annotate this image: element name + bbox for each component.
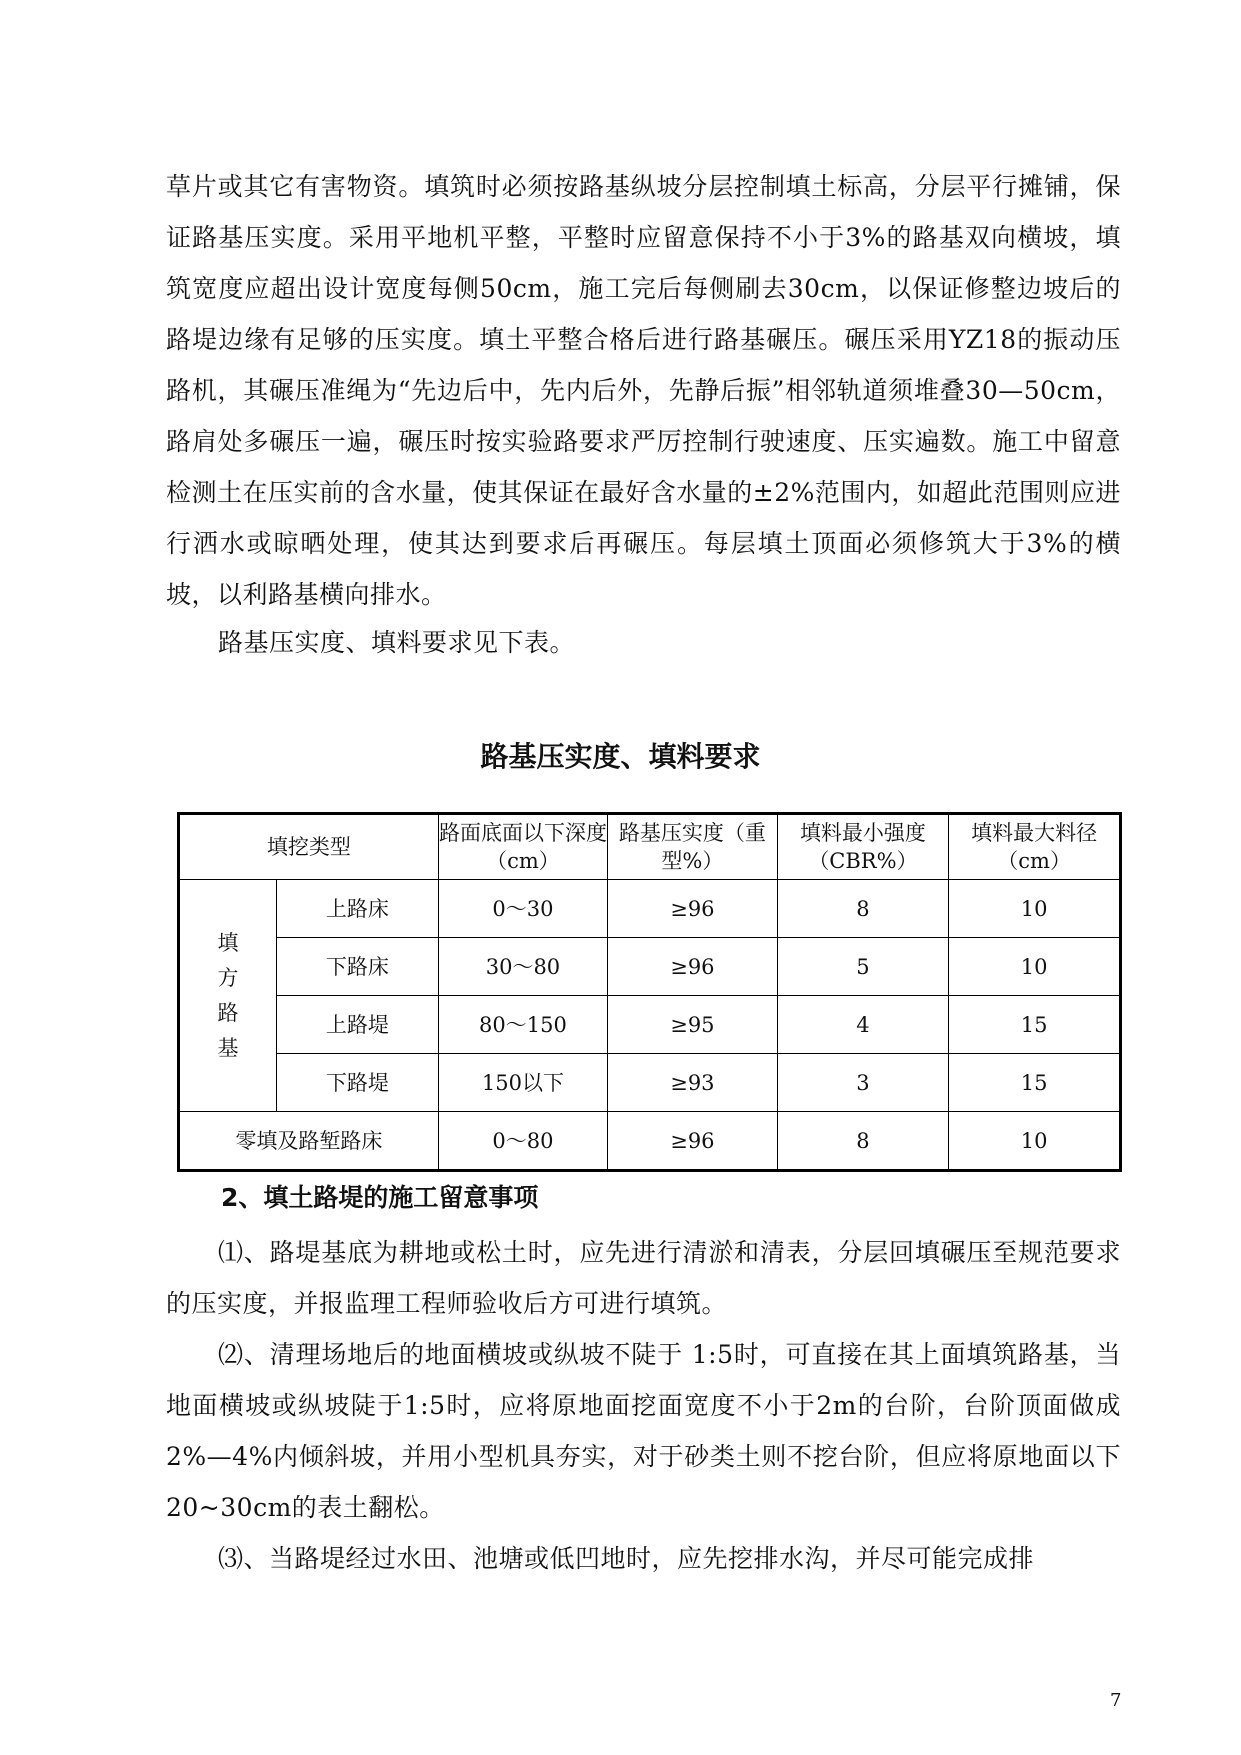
row-depth: 0～80 — [438, 1112, 607, 1171]
header-compaction: 路基压实度（重型%） — [608, 814, 777, 880]
table-header-row — [179, 814, 1121, 880]
table-row — [179, 1054, 1121, 1112]
list-item: ⑴、路堤基底为耕地或松土时，应先进行清淤和清表，分层回填碾压至规范要求的压实度，并报监理工程师验收后方可进行填筑。 — [166, 1238, 1121, 1318]
row-compaction: ≥96 — [608, 1112, 777, 1171]
row-cbr: 8 — [777, 1112, 949, 1171]
requirements-table — [177, 812, 1122, 1172]
list-item: ⑵、清理场地后的地面横坡或纵坡不陡于 1:5时，可直接在其上面填筑路基，当地面横坡或纵坡陡于1:5时，应将原地面挖面宽度不小于2m的台阶，台阶顶面做成2%—4%内倾斜坡，并用小型机具夯实，对于砂类土则不挖台阶，但应将原地面以下20~30cm的表土翻松。 — [166, 1340, 1121, 1522]
list-item: ⑶、当路堤经过水田、池塘或低凹地时，应先挖排水沟，并尽可能完成排 — [218, 1544, 1035, 1573]
row-depth: 0～30 — [438, 880, 607, 938]
row-cbr: 8 — [777, 880, 949, 938]
row-compaction: ≥96 — [608, 880, 777, 938]
row-depth: 80～150 — [438, 996, 607, 1054]
row-name: 零填及路堑路床 — [179, 1112, 439, 1171]
row-name: 下路堤 — [277, 1054, 439, 1112]
row-compaction: ≥96 — [608, 938, 777, 996]
row-depth: 30～80 — [438, 938, 607, 996]
row-size: 10 — [949, 938, 1121, 996]
body-paragraph: 草片或其它有害物资。填筑时必须按路基纵坡分层控制填土标高，分层平行摊铺，保证路基压实度。采用平地机平整，平整时应留意保持不小于3%的路基双向横坡，填筑宽度应超出设计宽度每侧50cm，施工完后每侧刷去30cm，以保证修整边坡后的路堤边缘有足够的压实度。填土平整合格后进行路基碾压。碾压采用YZ18的振动压路机，其碾压准绳为“先边后中，先内后外，先静后振”相邻轨道须堆叠30—50cm，路肩处多碾压一遍，碾压时按实验路要求严厉控制行驶速度、压实遍数。施工中留意检测土在压实前的含水量，使其保证在最好含水量的±2%范围内，如超此范围则应进行洒水或晾晒处理，使其达到要求后再碾压。每层填土顶面必须修筑大于3%的横坡，以利路基横向排水。 — [166, 172, 1121, 609]
header-max-size: 填料最大料径（cm） — [949, 814, 1121, 880]
row-size: 15 — [949, 996, 1121, 1054]
row-cbr: 3 — [777, 1054, 949, 1112]
table-row — [179, 880, 1121, 938]
row-name: 上路堤 — [277, 996, 439, 1054]
header-depth: 路面底面以下深度（cm） — [438, 814, 607, 880]
table-row — [179, 1112, 1121, 1171]
table-reference-paragraph: 路基压实度、填料要求见下表。 — [218, 628, 576, 657]
row-cbr: 5 — [777, 938, 949, 996]
section-heading: 2、填土路堤的施工留意事项 — [221, 1183, 539, 1212]
group-label-cell — [179, 880, 277, 1112]
row-name: 上路床 — [277, 880, 439, 938]
row-size: 10 — [949, 1112, 1121, 1171]
header-min-strength: 填料最小强度（CBR%） — [777, 814, 949, 880]
page-number: 7 — [1110, 1690, 1122, 1711]
row-cbr: 4 — [777, 996, 949, 1054]
table-row — [179, 996, 1121, 1054]
row-name: 下路床 — [277, 938, 439, 996]
header-fill-type: 填挖类型 — [179, 814, 439, 880]
row-compaction: ≥93 — [608, 1054, 777, 1112]
row-compaction: ≥95 — [608, 996, 777, 1054]
group-label: 填方路基 — [217, 930, 239, 1060]
row-depth: 150以下 — [438, 1054, 607, 1112]
table-title: 路基压实度、填料要求 — [480, 740, 761, 773]
table-row — [179, 938, 1121, 996]
row-size: 10 — [949, 880, 1121, 938]
row-size: 15 — [949, 1054, 1121, 1112]
